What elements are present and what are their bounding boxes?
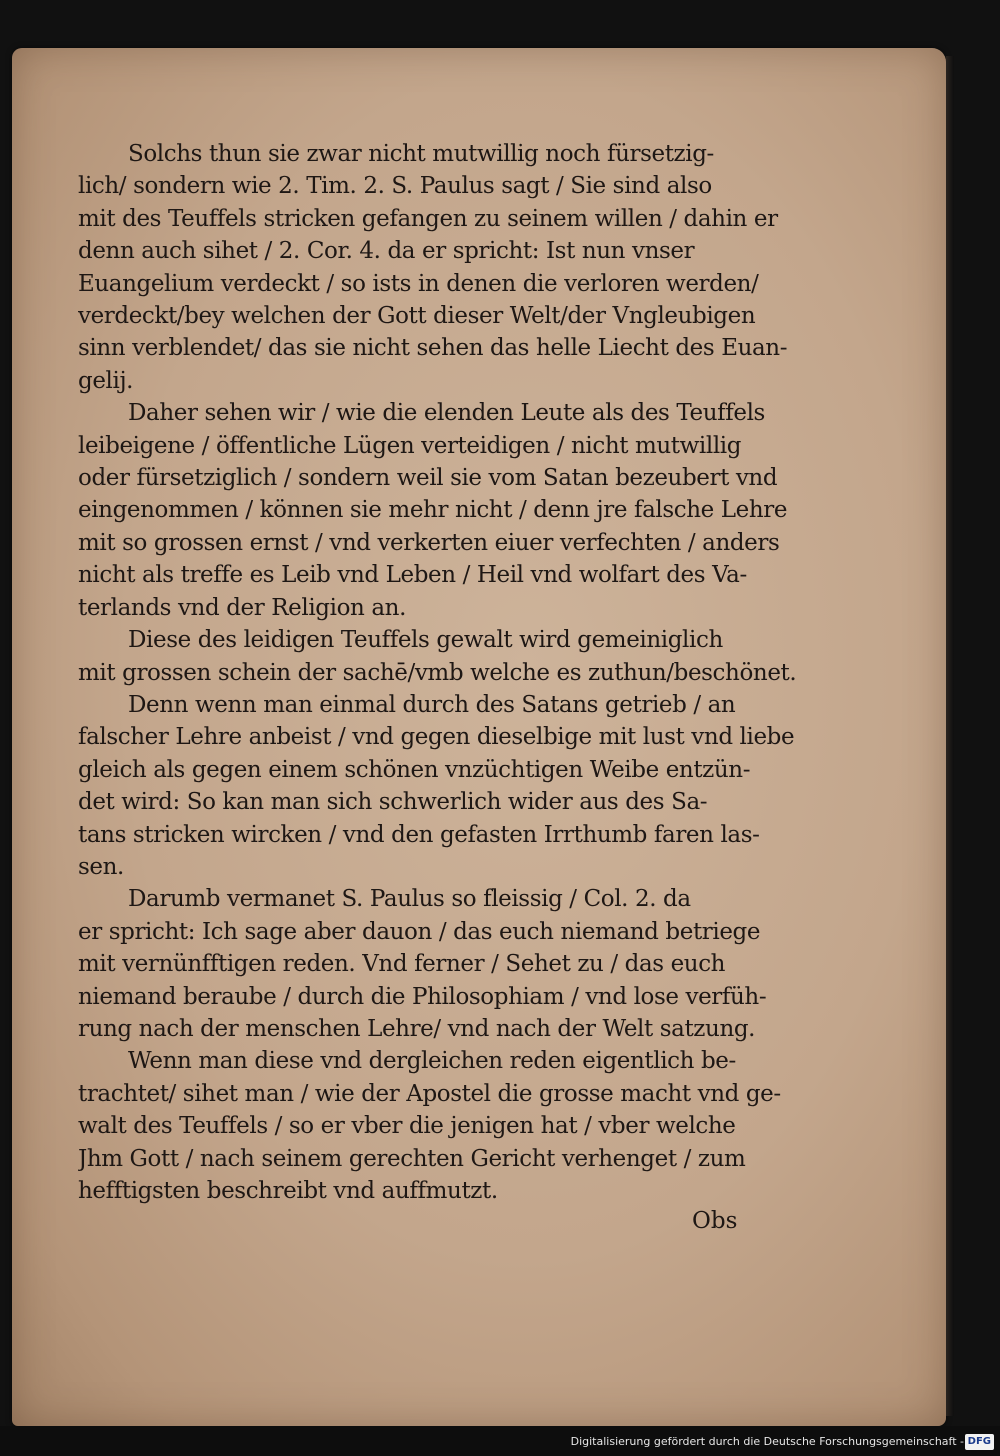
text-line: tans stricken wircken / vnd den gefasten Irrthumb faren las- (78, 821, 760, 848)
text-line: walt des Teuffels / so er vber die jenigen hat / vber welche (78, 1113, 736, 1140)
text-line: Euangelium verdeckt / so ists in denen die verloren werden/ (78, 270, 759, 297)
text-line: sinn verblendet/ das sie nicht sehen das helle Liecht des Euan- (78, 335, 788, 362)
paragraph-1 (78, 138, 798, 397)
text-line: gelij. (78, 367, 134, 394)
paragraph-3 (78, 624, 798, 689)
text-line: niemand beraube / durch die Philosophiam / vnd lose verfüh- (78, 983, 767, 1010)
paragraph-2 (78, 397, 798, 624)
text-line: Diese des leidigen Teuffels gewalt wird gemeiniglich (128, 627, 723, 654)
text-line: mit vernünfftigen reden. Vnd ferner / Sehet zu / das euch (78, 951, 726, 978)
text-line: trachtet/ sihet man / wie der Apostel die grosse macht vnd ge- (78, 1080, 781, 1107)
text-line: falscher Lehre anbeist / vnd gegen dieselbige mit lust vnd liebe (78, 724, 795, 751)
text-line: Darumb vermanet S. Paulus so fleissig / Col. 2. da (128, 886, 691, 913)
page-text-block (78, 138, 798, 1207)
text-line: Wenn man diese vnd dergleichen reden eigentlich be- (128, 1048, 736, 1075)
paragraph-5 (78, 883, 798, 1045)
text-line: leibeigene / öffentliche Lügen verteidigen / nicht mutwillig (78, 432, 742, 459)
text-line: terlands vnd der Religion an. (78, 594, 406, 621)
text-line: verdeckt/bey welchen der Gott dieser Welt/der Vngleubigen (78, 303, 756, 330)
text-line: Denn wenn man einmal durch des Satans getrieb / an (128, 691, 736, 718)
footer-bar (0, 1426, 1000, 1456)
funding-notice: Digitalisierung gefördert durch die Deutsche Forschungsgemeinschaft - (570, 1435, 964, 1448)
text-line: nicht als treffe es Leib vnd Leben / Heil vnd wolfart des Va- (78, 562, 747, 589)
text-line: gleich als gegen einem schönen vnzüchtigen Weibe entzün- (78, 756, 751, 783)
page-edge-shadow (946, 56, 954, 1416)
text-line: eingenommen / können sie mehr nicht / denn jre falsche Lehre (78, 497, 788, 524)
book-page (12, 48, 946, 1426)
text-line: mit des Teuffels stricken gefangen zu seinem willen / dahin er (78, 205, 778, 232)
text-line: hefftigsten beschreibt vnd auffmutzt. (78, 1178, 498, 1204)
text-line: Solchs thun sie zwar nicht mutwillig noch fürsetzig- (128, 141, 714, 167)
text-line: det wird: So kan man sich schwerlich wider aus des Sa- (78, 789, 708, 816)
text-line: oder fürsetziglich / sondern weil sie vom Satan bezeubert vnd (78, 465, 778, 492)
text-line: Jhm Gott / nach seinem gerechten Gericht verhenget / zum (78, 1145, 746, 1172)
text-line: rung nach der menschen Lehre/ vnd nach der Welt satzung. (78, 1015, 756, 1042)
text-line: Daher sehen wir / wie die elenden Leute als des Teuffels (128, 400, 765, 427)
text-line: lich/ sondern wie 2. Tim. 2. S. Paulus sagt / Sie sind also (78, 173, 712, 200)
text-line: mit so grossen ernst / vnd verkerten eiuer verfechten / anders (78, 529, 780, 556)
text-line: denn auch sihet / 2. Cor. 4. da er spricht: Ist nun vnser (78, 238, 695, 265)
paragraph-6 (78, 1045, 798, 1207)
catchword: Obs (692, 1208, 738, 1234)
text-line: sen. (78, 853, 124, 880)
text-line: er spricht: Ich sage aber dauon / das euch niemand betriege (78, 918, 761, 945)
dfg-logo-icon: DFG (965, 1434, 994, 1450)
paragraph-4 (78, 689, 798, 883)
text-line: mit grossen schein der sachē/vmb welche es zuthun/beschönet. (78, 659, 797, 686)
